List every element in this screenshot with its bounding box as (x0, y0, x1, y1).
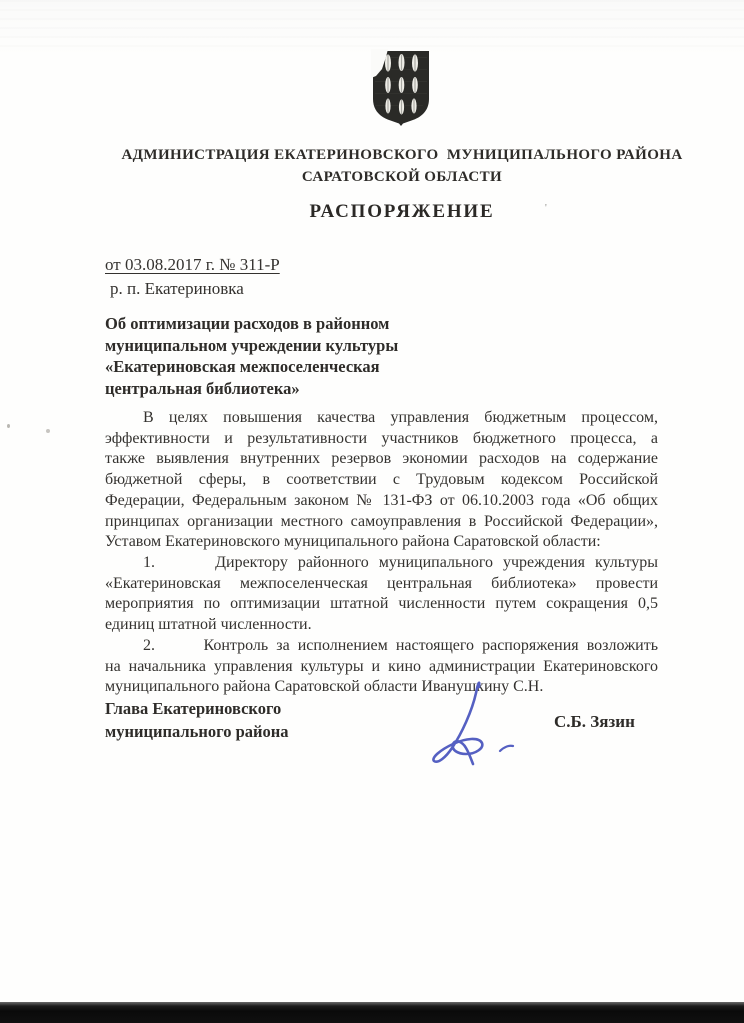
signatory-name: С.Б. Зязин (554, 712, 635, 731)
text-line: на начальника управления культуры и кино администрации Екатериновского (105, 657, 658, 675)
scan-speck (7, 424, 10, 428)
text-line: муниципального района Саратовской области Иванушкину С.Н. (105, 678, 544, 696)
text-line: мероприятия по оптимизации штатной численности путем сокращения 0,5 (105, 595, 658, 613)
text-line: 2. Контроль за исполнением настоящего распоряжения возложить (143, 637, 658, 654)
stray-pen-mark: ' (545, 203, 547, 214)
preamble-paragraph (105, 408, 658, 553)
text-line: также выявления внутренних резервов экономии расходов на содержание (105, 450, 658, 468)
order-item-2 (105, 636, 658, 698)
text-line: Об оптимизации расходов в районном (105, 314, 390, 333)
scan-bleed-through-texture (0, 0, 744, 48)
document-type-title: РАСПОРЯЖЕНИЕ (309, 201, 495, 222)
text-line: муниципальном учреждении культуры (105, 335, 399, 355)
scan-speck (46, 429, 50, 433)
text-line: 1. Директору районного муниципального учреждения культуры (143, 554, 658, 571)
date-and-number-line (105, 255, 280, 275)
text-line: центральная библиотека» (105, 378, 300, 398)
signatory-position-line1: Глава Екатериновского (105, 699, 282, 718)
text-line: принципах организации местного самоуправления в Российской Федерации», (105, 512, 658, 530)
text-line: эффективности и результативности участников бюджетного процесса, а (105, 429, 658, 447)
text-line: единиц штатной численности. (105, 616, 312, 634)
date-and-number-text: от 03.08.2017 г. № 311-Р (105, 255, 280, 274)
text-line: «Екатериновская межпоселенческая (105, 357, 380, 376)
order-item-1 (105, 553, 658, 636)
text-line: Уставом Екатериновского муниципального района Саратовской области: (105, 533, 601, 551)
scanner-edge-band (0, 1002, 744, 1023)
text-line: В целях повышения качества управления бюджетным процессом, (143, 409, 658, 426)
organization-name-line2: САРАТОВСКОЙ ОБЛАСТИ (301, 169, 503, 185)
text-line: Федерации, Федеральным законом № 131-ФЗ от 06.10.2003 года «Об общих (105, 491, 658, 509)
place-line: р. п. Екатериновка (110, 279, 244, 298)
signatory-position (105, 698, 289, 743)
handwritten-signature (420, 653, 530, 773)
signatory-position-line2: муниципального района (105, 721, 289, 741)
document-subject (105, 313, 485, 399)
text-line: «Екатериновская межпоселенческая центральная библиотека» провести (105, 574, 658, 592)
organization-name-line1: АДМИНИСТРАЦИЯ ЕКАТЕРИНОВСКОГО МУНИЦИПАЛЬНОГО РАЙОНА (121, 147, 683, 163)
text-line: бюджетной сферы, в соответствии с Трудовым кодексом Российской (105, 471, 658, 489)
coat-of-arms-icon (371, 49, 431, 127)
